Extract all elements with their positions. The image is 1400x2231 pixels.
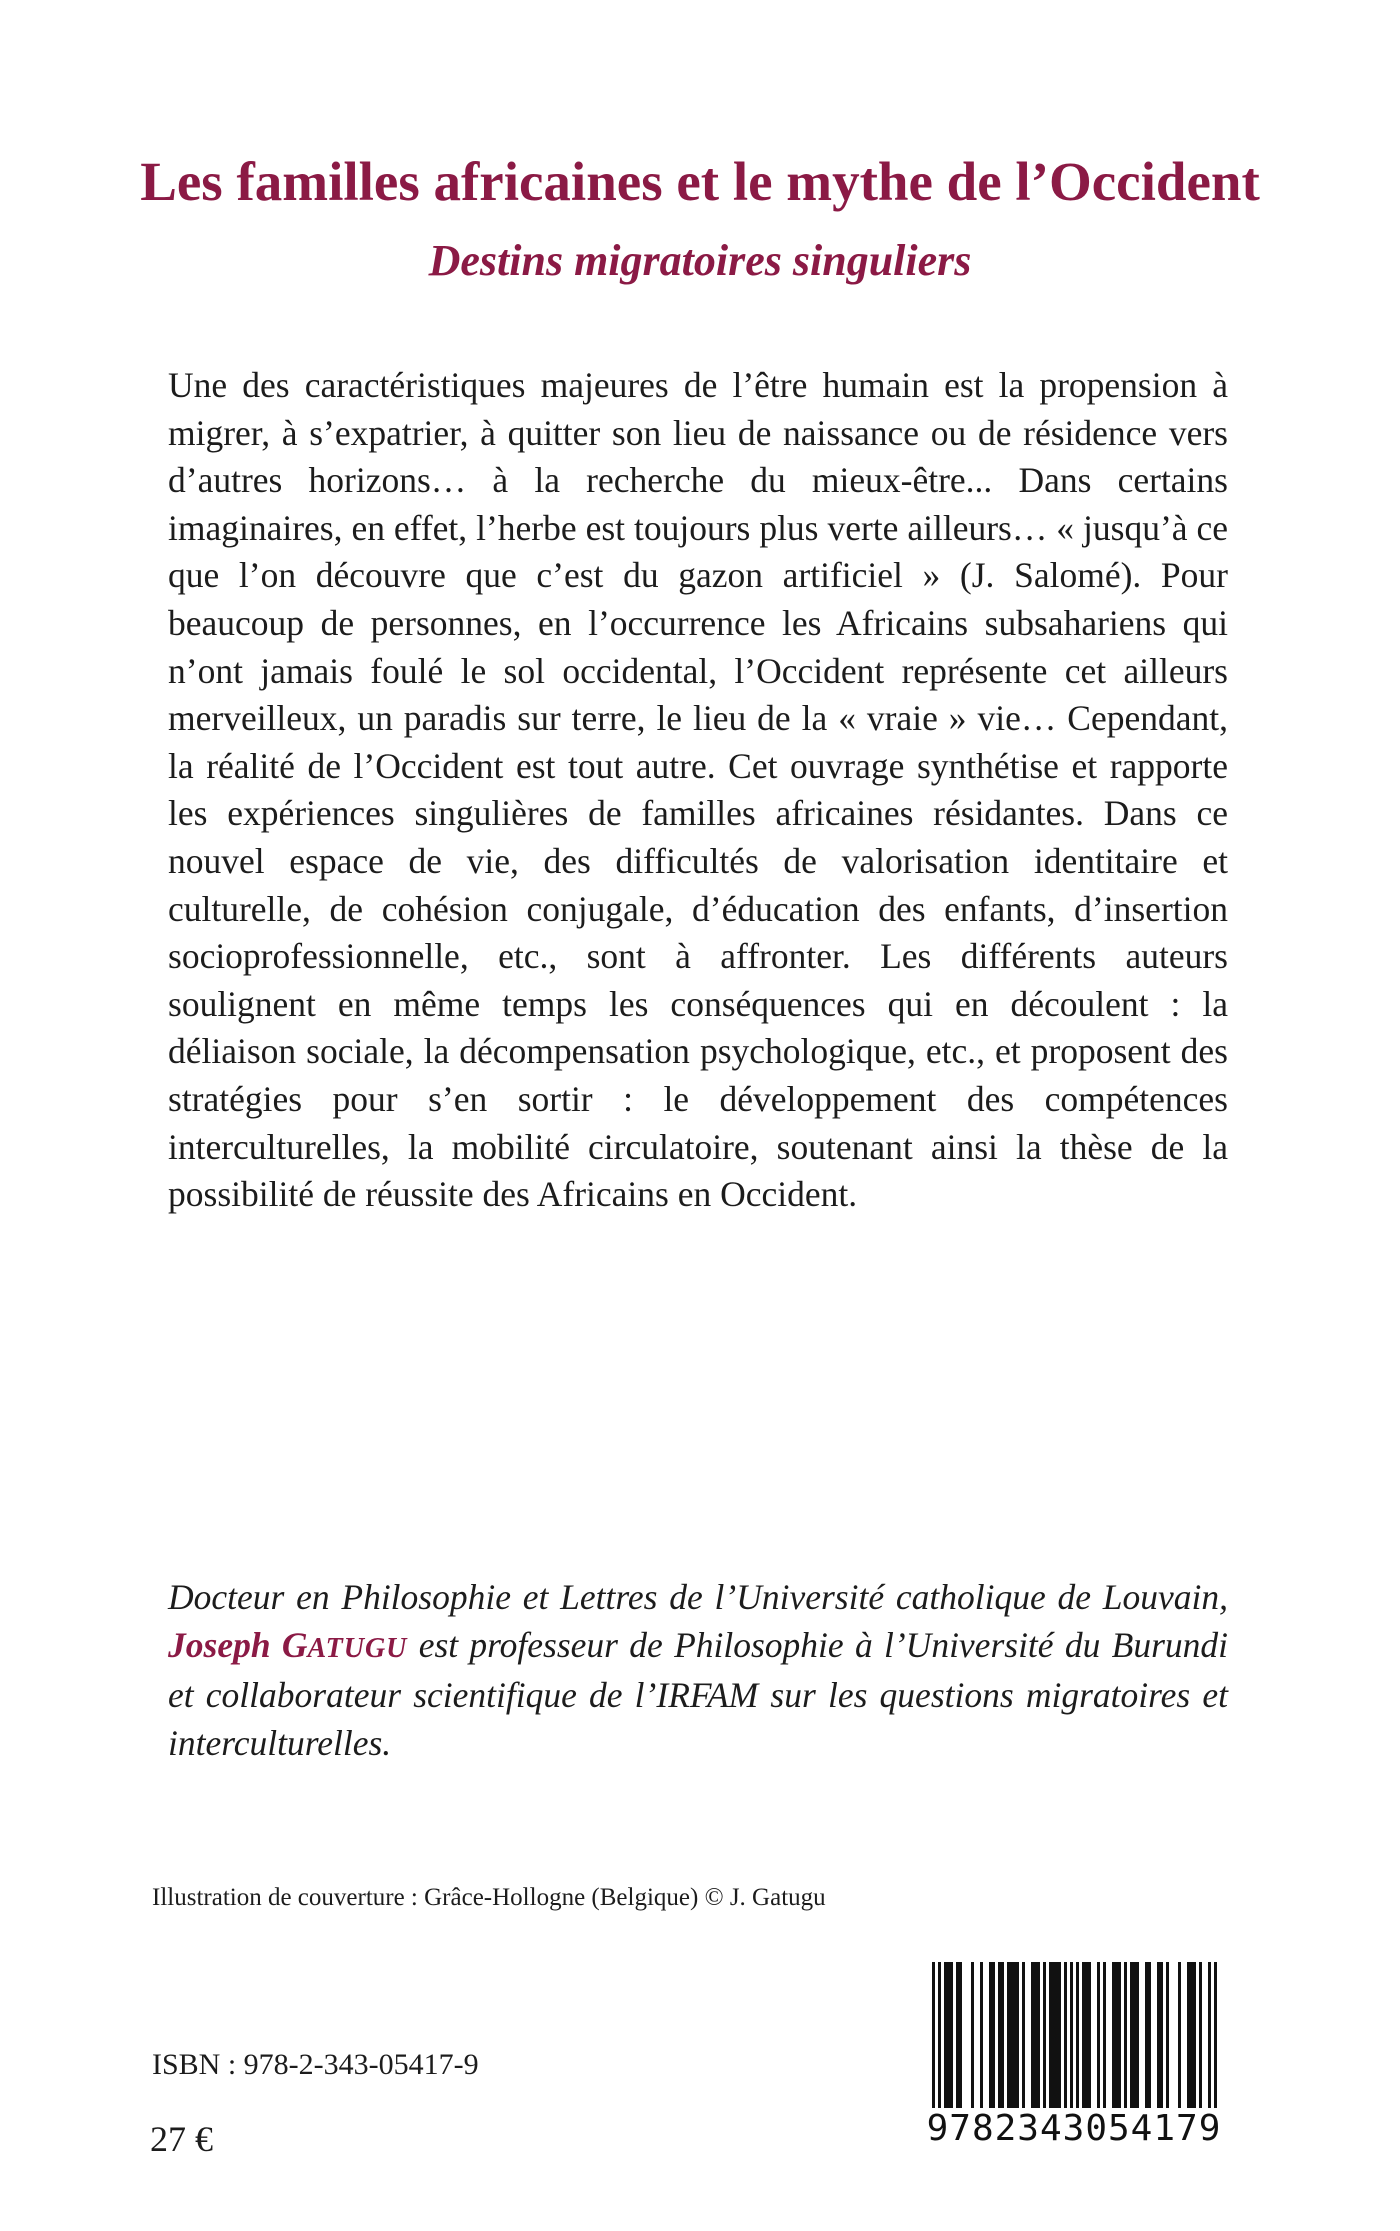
barcode-bar bbox=[950, 1962, 953, 2110]
barcode-bar bbox=[1115, 1962, 1118, 2110]
author-name bbox=[168, 1625, 407, 1665]
barcode-bar bbox=[1013, 1962, 1016, 2110]
barcode-bar bbox=[1037, 1962, 1040, 2110]
barcode-bar bbox=[1103, 1962, 1106, 2110]
barcode-bar bbox=[1193, 1962, 1196, 2110]
author-bio-rest: est professeur de Philosophie à l’Université du Burundi et collaborateur scientifique de l’IRFAM sur les questions migratoires et interculturelles. bbox=[168, 1624, 1228, 1763]
barcode-bar bbox=[1199, 1962, 1202, 2110]
barcode-bar bbox=[1010, 1962, 1013, 2110]
barcode-bar bbox=[1058, 1962, 1061, 2110]
author-bio bbox=[168, 1574, 1228, 1767]
barcode-bar bbox=[1187, 1962, 1190, 2110]
barcode-bar bbox=[1049, 1962, 1052, 2110]
barcode-bar bbox=[1118, 1962, 1121, 2110]
barcode-bar bbox=[1157, 1962, 1160, 2110]
barcode-bar bbox=[1178, 1962, 1181, 2110]
barcode-bar bbox=[1064, 1962, 1067, 2110]
barcode-bar bbox=[1166, 1962, 1169, 2110]
price: 27 € bbox=[150, 2119, 213, 2159]
author-last-name-rest: ATUGU bbox=[307, 1632, 408, 1664]
back-cover-summary: Une des caractéristiques majeures de l’être humain est la propension à migrer, à s’expatrier, à quitter son lieu de naissance ou de résidence vers d’autres horizons… à la recherche du mieux-être... Dans certains imaginaires, en effet, l’herbe est toujours plus verte ailleurs… « jusqu’à ce que l’on découvre que c’est du gazon artificiel » (J. Salomé). Pour beaucoup de personnes, en l’occurrence les Africains subsahariens qui n’ont jamais foulé le sol occidental, l’Occident représente cet ailleurs merveilleux, un paradis sur terre, le lieu de la « vraie » vie… Cependant, la réalité de l’Occident est tout autre. Cet ouvrage synthétise et rapporte les expériences singulières de familles africaines résidantes. Dans ce nouvel espace de vie, des difficultés de valorisation identitaire et culturelle, de cohésion conjugale, d’éducation des enfants, d’insertion socioprofessionnelle, etc., sont à affronter. Les différents auteurs soulignent en même temps les conséquences qui en découlent : la déliaison sociale, la décompensation psychologique, etc., et proposent des stratégies pour s’en sortir : le développement des compétences interculturelles, la mobilité circulatoire, soutenant ainsi la thèse de la possibilité de réussite des Africains en Occident. bbox=[168, 365, 1228, 1215]
barcode-bar bbox=[1160, 1962, 1163, 2110]
barcode-bar bbox=[1007, 1962, 1010, 2110]
barcode-bar bbox=[998, 1962, 1001, 2110]
barcode-bar bbox=[1124, 1962, 1127, 2110]
barcode-bar bbox=[971, 1962, 974, 2110]
barcode-bar bbox=[1190, 1962, 1193, 2110]
barcode-bar bbox=[1052, 1962, 1055, 2110]
barcode-bar bbox=[1022, 1962, 1025, 2110]
book-title: Les familles africaines et le mythe de l’Occident bbox=[140, 151, 1260, 212]
barcode bbox=[918, 1958, 1230, 2170]
barcode-bar bbox=[1055, 1962, 1058, 2110]
barcode-bar bbox=[944, 1962, 947, 2110]
barcode-bar bbox=[1133, 1962, 1136, 2110]
isbn: ISBN : 978-2-343-05417-9 bbox=[152, 2048, 479, 2081]
barcode-bar bbox=[992, 1962, 995, 2110]
barcode-bar bbox=[1082, 1962, 1085, 2110]
barcode-bar bbox=[1148, 1962, 1151, 2110]
barcode-bar bbox=[1130, 1962, 1133, 2110]
author-first-name: Joseph bbox=[168, 1624, 282, 1665]
barcode-bar bbox=[980, 1962, 983, 2110]
barcode-bar bbox=[947, 1962, 950, 2110]
barcode-bar bbox=[1001, 1962, 1004, 2110]
barcode-bar bbox=[1088, 1962, 1091, 2110]
barcode-digits: 9782343054179 bbox=[918, 2108, 1230, 2149]
barcode-bar bbox=[1034, 1962, 1037, 2110]
barcode-bar bbox=[956, 1962, 959, 2110]
barcode-bar bbox=[1031, 1962, 1034, 2110]
barcode-bar bbox=[1085, 1962, 1088, 2110]
barcode-bar bbox=[1136, 1962, 1139, 2110]
barcode-bar bbox=[1112, 1962, 1115, 2110]
book-subtitle: Destins migratoires singuliers bbox=[428, 236, 972, 285]
barcode-bar bbox=[989, 1962, 992, 2110]
author-bio-intro: Docteur en Philosophie et Lettres de l’Université catholique de Louvain, bbox=[168, 1577, 1228, 1617]
barcode-bar bbox=[1043, 1962, 1046, 2110]
barcode-bar bbox=[959, 1962, 962, 2110]
barcode-bar bbox=[1145, 1962, 1148, 2110]
barcode-bar bbox=[1097, 1962, 1100, 2110]
barcode-bar bbox=[1016, 1962, 1019, 2110]
author-last-name-initial: G bbox=[281, 1624, 308, 1665]
illustration-credit: Illustration de couverture : Grâce-Hollogne (Belgique) © J. Gatugu bbox=[152, 1884, 826, 1911]
